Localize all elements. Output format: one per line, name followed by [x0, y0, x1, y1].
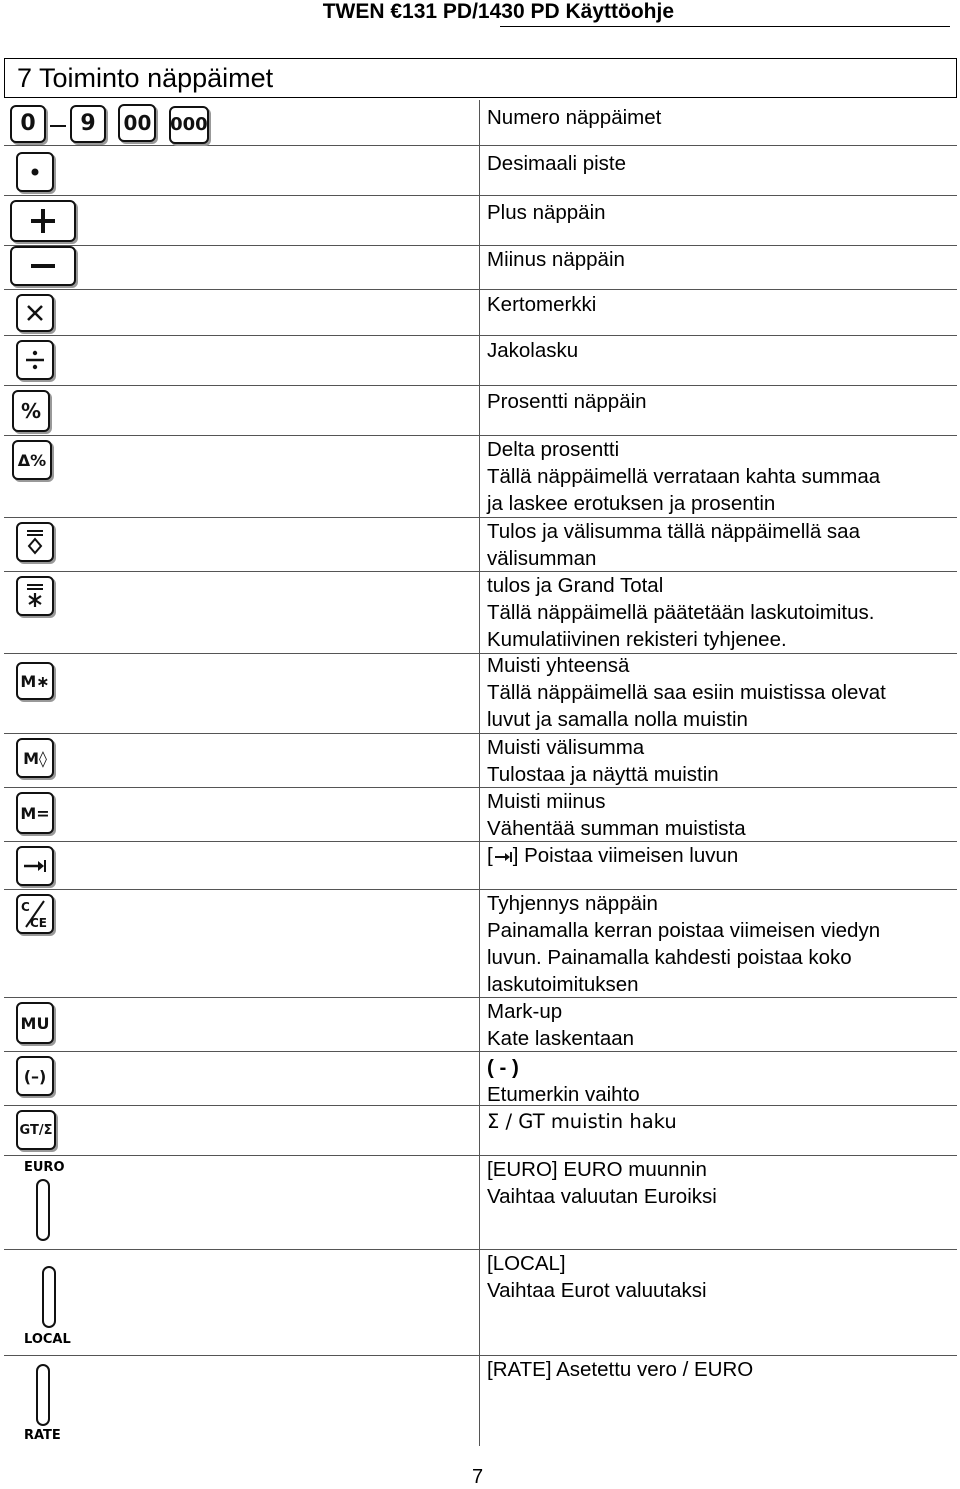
sign-change-key-icon: (–) [16, 1056, 54, 1096]
row-text: Tällä näppäimellä päätetään laskutoimitus. [487, 601, 875, 624]
total-key-icon [16, 576, 54, 616]
page-number: 7 [472, 1466, 484, 1488]
row-text: Muisti välisumma [487, 736, 645, 759]
key-0-icon: 0 [10, 105, 46, 143]
row-text: luvun. Painamalla kahdesti poistaa koko [487, 946, 852, 969]
row-text: Vaihtaa Eurot valuutaksi [487, 1279, 707, 1302]
clear-key-icon [16, 894, 54, 934]
row-text [487, 842, 738, 869]
table-row-clear [4, 890, 957, 998]
table-row-memory-minus [4, 788, 957, 842]
table-row-divide [4, 336, 957, 386]
table-row-multiply [4, 290, 957, 336]
key-00-icon: 00 [118, 104, 156, 142]
euro-label: EURO [24, 1160, 65, 1175]
row-text: Muisti miinus [487, 790, 606, 813]
local-slider [24, 1266, 71, 1347]
row-text: välisumman [487, 547, 597, 570]
row-text: Numero näppäimet [487, 106, 662, 129]
divide-key-icon [16, 340, 54, 380]
table-row-markup [4, 998, 957, 1052]
delta-percent-key-icon: Δ% [12, 440, 52, 480]
section-heading-box [4, 58, 957, 98]
minus-key-icon [10, 246, 76, 286]
row-text: Σ / GT muistin haku [487, 1110, 677, 1133]
table-row-backspace [4, 842, 957, 890]
row-text: Tällä näppäimellä verrataan kahta summaa [487, 465, 881, 488]
grand-total-key-icon: GT/Σ [16, 1110, 56, 1150]
row-text: Tulostaa ja näyttä muistin [487, 763, 719, 786]
range-dash [50, 125, 66, 127]
table-row-local [4, 1250, 957, 1356]
table-row-grand-total [4, 1106, 957, 1156]
table-row-delta-percent [4, 436, 957, 518]
plus-key-icon [10, 200, 76, 242]
local-label: LOCAL [24, 1332, 71, 1347]
row-text: Prosentti näppäin [487, 390, 647, 413]
row-text: Vähentää summan muistista [487, 817, 746, 840]
row-text: Etumerkin vaihto [487, 1083, 640, 1106]
row-text: Desimaali piste [487, 152, 626, 175]
row-text: Tulos ja välisumma tällä näppäimellä saa [487, 520, 860, 543]
svg-text:CE: CE [30, 916, 48, 930]
arrow-right-icon [493, 850, 513, 864]
row-text: ja laskee erotuksen ja prosentin [487, 492, 776, 515]
row-text: Kumulatiivinen rekisteri tyhjenee. [487, 628, 787, 651]
row-text: Jakolasku [487, 339, 579, 362]
subtotal-key-icon [16, 522, 54, 562]
header-title: TWEN €131 PD/1430 PD Käyttöohje [322, 0, 674, 23]
backspace-text: ] Poistaa viimeisen luvun [512, 844, 739, 867]
row-text: [RATE] Asetettu vero / EURO [487, 1358, 754, 1381]
svg-text:C: C [21, 900, 30, 914]
multiply-key-icon [16, 294, 54, 332]
memory-minus-key-icon: M= [16, 792, 54, 834]
page-header [0, 0, 960, 30]
row-text: Painamalla kerran poistaa viimeisen viedyn [487, 919, 881, 942]
key-000-icon: 000 [169, 106, 209, 144]
rate-switch-icon [36, 1364, 50, 1426]
decimal-point-key-icon [16, 152, 54, 192]
header-rule [500, 26, 950, 27]
percent-key-icon: % [12, 390, 50, 432]
rate-label: RATE [24, 1428, 61, 1443]
row-text: tulos ja Grand Total [487, 574, 664, 597]
row-text: Tällä näppäimellä saa esiin muistissa olevat [487, 681, 886, 704]
euro-slider [24, 1160, 65, 1241]
row-text: Muisti yhteensä [487, 654, 630, 677]
bracket-open: [ [487, 844, 493, 867]
row-text: Vaihtaa valuutan Euroiksi [487, 1185, 717, 1208]
table-row-memory-total [4, 654, 957, 734]
table-row-sign-change [4, 1052, 957, 1106]
table-row-subtotal [4, 518, 957, 572]
row-text: laskutoimituksen [487, 973, 639, 996]
row-text: Delta prosentti [487, 438, 620, 461]
table-row-numbers [4, 100, 957, 146]
table-row-decimal [4, 146, 957, 196]
markup-key-icon: MU [16, 1002, 54, 1044]
row-text: [LOCAL] [487, 1252, 566, 1275]
rate-slider [24, 1364, 61, 1443]
row-text: luvut ja samalla nolla muistin [487, 708, 748, 731]
memory-total-key-icon: M∗ [16, 662, 54, 700]
row-text: ( - ) [487, 1056, 519, 1079]
number-keys [10, 104, 209, 144]
key-9-icon: 9 [70, 105, 106, 143]
table-row-euro [4, 1156, 957, 1250]
backspace-key-icon [16, 846, 54, 886]
table-row-rate [4, 1356, 957, 1448]
table-row-total [4, 572, 957, 654]
row-text: Mark-up [487, 1000, 563, 1023]
table-row-plus [4, 196, 957, 246]
row-text: Tyhjennys näppäin [487, 892, 658, 915]
table-row-memory-subtotal [4, 734, 957, 788]
row-text: Kate laskentaan [487, 1027, 635, 1050]
section-title: 7 Toiminto näppäimet [17, 63, 274, 93]
row-text: [EURO] EURO muunnin [487, 1158, 707, 1181]
table-row-minus [4, 246, 957, 290]
euro-switch-icon [36, 1179, 50, 1241]
table-row-percent [4, 386, 957, 436]
row-text: Plus näppäin [487, 201, 606, 224]
memory-subtotal-key-icon: M◊ [16, 738, 54, 778]
row-text: Kertomerkki [487, 293, 597, 316]
local-switch-icon [42, 1266, 56, 1328]
row-text: Miinus näppäin [487, 248, 625, 271]
